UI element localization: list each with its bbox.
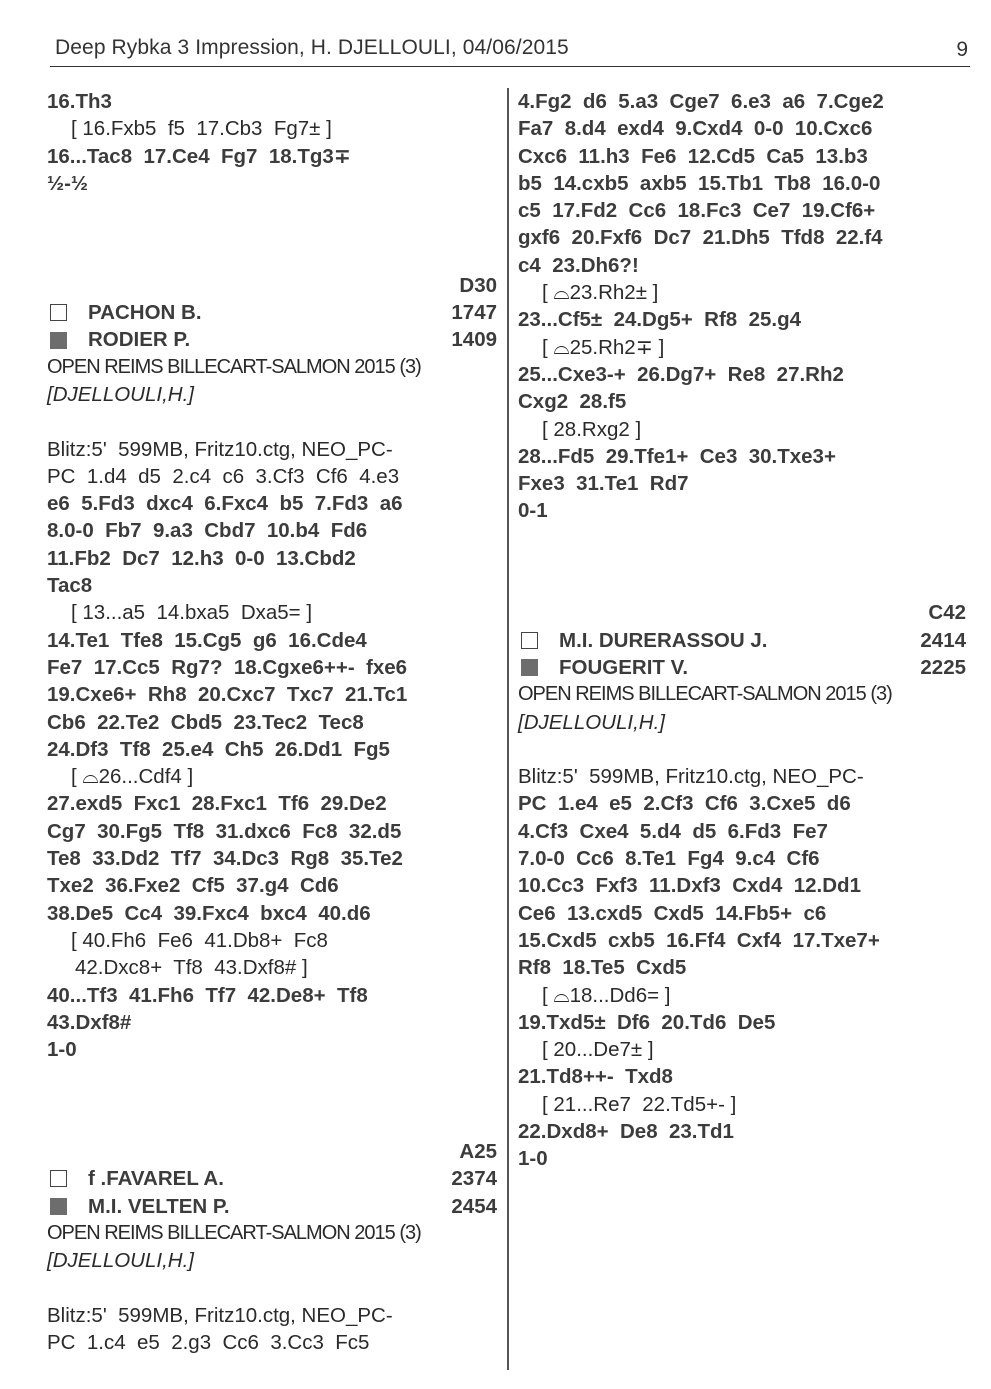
move-line: 19.Txd5± Df6 20.Td6 De5	[518, 1010, 776, 1034]
variation-line: [ ⌓18...Dd6= ]	[542, 983, 671, 1007]
white-square-icon	[521, 632, 538, 649]
move-line: 16...Tac8 17.Ce4 Fg7 18.Tg3∓	[47, 144, 351, 168]
player-name: RODIER P.	[88, 328, 191, 352]
move-line: Cxg2 28.f5	[518, 390, 627, 414]
player-name: FOUGERIT V.	[559, 655, 689, 679]
move-line: PC 1.d4 d5 2.c4 c6 3.Cf3 Cf6 4.e3	[47, 464, 400, 488]
player-elo: 2374	[451, 1167, 497, 1191]
game-moves	[47, 1302, 497, 1357]
move-line: 1-0	[518, 1147, 548, 1171]
move-line: 7.0-0 Cc6 8.Te1 Fg4 9.c4 Cf6	[518, 847, 820, 871]
move-line: 4.Fg2 d6 5.a3 Cge7 6.e3 a6 7.Cge2	[518, 90, 884, 113]
black-player	[518, 654, 966, 681]
move-line: 24.Df3 Tf8 25.e4 Ch5 26.Dd1 Fg5	[47, 737, 390, 761]
player-name: f .FAVAREL A.	[88, 1167, 224, 1191]
player-elo: 1747	[451, 301, 497, 325]
move-line: Txe2 36.Fxe2 Cf5 37.g4 Cd6	[47, 874, 339, 898]
event-name: OPEN REIMS BILLECART-SALMON 2015 (3)	[47, 355, 421, 378]
variation-line: [ 13...a5 14.bxa5 Dxa5= ]	[71, 601, 313, 625]
move-line: c5 17.Fd2 Cc6 18.Fc3 Ce7 19.Cf6+	[518, 199, 876, 223]
black-square-icon	[50, 1198, 67, 1215]
game-result: ½-½	[47, 171, 89, 195]
white-square-icon	[50, 304, 67, 321]
player-elo: 2414	[920, 628, 966, 652]
move-line: Cxc6 11.h3 Fe6 12.Cd5 Ca5 13.b3	[518, 144, 868, 168]
variation-line: [ ⌓25.Rh2∓ ]	[542, 335, 665, 359]
variation-line: [ 21...Re7 22.Td5+- ]	[542, 1092, 737, 1116]
move-line: Cb6 22.Te2 Cbd5 23.Tec2 Tec8	[47, 710, 364, 734]
page-number: 9	[956, 38, 968, 61]
game-block-1	[47, 272, 497, 1064]
annotator: [DJELLOULI,H.]	[518, 710, 665, 734]
eco-code: A25	[459, 1139, 497, 1163]
move-line: 25...Cxe3-+ 26.Dg7+ Re8 27.Rh2	[518, 362, 844, 386]
move-line: 4.Cf3 Cxe4 5.d4 d5 6.Fd3 Fe7	[518, 819, 828, 843]
move-line: Fe7 17.Cc5 Rg7? 18.Cgxe6++- fxe6	[47, 655, 408, 679]
move-line: 15.Cxd5 cxb5 16.Ff4 Cxf4 17.Txe7+	[518, 928, 880, 952]
move-line: 21.Td8++- Txd8	[518, 1065, 673, 1089]
move-line: 8.0-0 Fb7 9.a3 Cbd7 10.b4 Fd6	[47, 519, 368, 543]
move-line: 22.Dxd8+ De8 23.Td1	[518, 1119, 734, 1143]
player-elo: 2454	[451, 1194, 497, 1218]
variation-line: [ 16.Fxb5 f5 17.Cb3 Fg7± ]	[71, 117, 332, 141]
move-line: PC 1.c4 e5 2.g3 Cc6 3.Cc3 Fc5	[47, 1331, 370, 1355]
move-line: 27.exd5 Fxc1 28.Fxc1 Tf6 29.De2	[47, 792, 387, 816]
player-name: M.I. DURERASSOU J.	[559, 628, 768, 652]
move-line: PC 1.e4 e5 2.Cf3 Cf6 3.Cxe5 d6	[518, 792, 851, 816]
eco-code: D30	[459, 273, 497, 297]
move-line: 14.Te1 Tfe8 15.Cg5 g6 16.Cde4	[47, 628, 367, 652]
black-square-icon	[521, 659, 538, 676]
move-line: Rf8 18.Te5 Cxd5	[518, 956, 687, 980]
annotator: [DJELLOULI,H.]	[47, 1249, 194, 1273]
variation-line: [ 20...De7± ]	[542, 1038, 654, 1062]
event-name: OPEN REIMS BILLECART-SALMON 2015 (3)	[47, 1221, 421, 1244]
move-line: Tac8	[47, 574, 93, 598]
game-block-3	[518, 599, 966, 1172]
page-header	[50, 34, 970, 67]
move-line: 16.Th3	[47, 90, 112, 113]
move-line: 23...Cf5± 24.Dg5+ Rf8 25.g4	[518, 308, 801, 332]
move-line: 38.De5 Cc4 39.Fxc4 bxc4 40.d6	[47, 901, 371, 925]
game-moves	[518, 88, 966, 525]
player-name: PACHON B.	[88, 301, 202, 325]
variation-line: [ ⌓23.Rh2± ]	[542, 281, 659, 305]
game-moves	[47, 436, 497, 1064]
move-line: 1-0	[47, 1038, 77, 1062]
move-line: Cg7 30.Fg5 Tf8 31.dxc6 Fc8 32.d5	[47, 819, 402, 843]
eco-code: C42	[928, 601, 966, 625]
white-square-icon	[50, 1170, 67, 1187]
move-line: 40...Tf3 41.Fh6 Tf7 42.De8+ Tf8	[47, 983, 368, 1007]
move-line: b5 14.cxb5 axb5 15.Tb1 Tb8 16.0-0	[518, 171, 881, 195]
move-line: 10.Cc3 Fxf3 11.Dxf3 Cxd4 12.Dd1	[518, 874, 861, 898]
black-player	[47, 1193, 497, 1220]
game-block-2	[47, 1138, 497, 1356]
white-player	[47, 1165, 497, 1192]
move-line: 43.Dxf8#	[47, 1010, 132, 1034]
white-player	[47, 299, 497, 326]
right-column	[518, 88, 966, 1173]
move-line: 19.Cxe6+ Rh8 20.Cxc7 Txc7 21.Tc1	[47, 683, 408, 707]
move-line: c4 23.Dh6?!	[518, 253, 639, 277]
move-line: 28...Fd5 29.Tfe1+ Ce3 30.Txe3+	[518, 444, 836, 468]
move-line: 11.Fb2 Dc7 12.h3 0-0 13.Cbd2	[47, 546, 356, 570]
move-line: Fa7 8.d4 exd4 9.Cxd4 0-0 10.Cxc6	[518, 117, 873, 141]
move-line: Ce6 13.cxd5 Cxd5 14.Fb5+ c6	[518, 901, 827, 925]
column-divider	[507, 88, 509, 1370]
header-title: Deep Rybka 3 Impression, H. DJELLOULI, 04/06/2015	[55, 36, 569, 59]
move-line: Te8 33.Dd2 Tf7 34.Dc3 Rg8 35.Te2	[47, 847, 403, 871]
move-line: Blitz:5' 599MB, Fritz10.ctg, NEO_PC-	[518, 765, 864, 789]
move-line: Blitz:5' 599MB, Fritz10.ctg, NEO_PC-	[47, 1303, 393, 1327]
move-line: 0-1	[518, 499, 548, 523]
variation-line: [ 28.Rxg2 ]	[542, 417, 642, 441]
event-name: OPEN REIMS BILLECART-SALMON 2015 (3)	[518, 683, 892, 706]
move-line: Fxe3 31.Te1 Rd7	[518, 472, 689, 496]
move-line: gxf6 20.Fxf6 Dc7 21.Dh5 Tfd8 22.f4	[518, 226, 883, 250]
black-player	[47, 326, 497, 353]
move-line: Blitz:5' 599MB, Fritz10.ctg, NEO_PC-	[47, 437, 393, 461]
black-square-icon	[50, 332, 67, 349]
player-name: M.I. VELTEN P.	[88, 1194, 230, 1218]
variation-line: [ 40.Fh6 Fe6 41.Db8+ Fc8	[71, 928, 328, 952]
game-moves	[518, 763, 966, 1172]
move-line: e6 5.Fd3 dxc4 6.Fxc4 b5 7.Fd3 a6	[47, 492, 403, 516]
annotator: [DJELLOULI,H.]	[47, 382, 194, 406]
variation-line: 42.Dxc8+ Tf8 43.Dxf8# ]	[75, 956, 308, 980]
player-elo: 1409	[451, 328, 497, 352]
white-player	[518, 627, 966, 654]
variation-line: [ ⌓26...Cdf4 ]	[71, 765, 194, 789]
player-elo: 2225	[920, 655, 966, 679]
left-column	[47, 88, 497, 1356]
